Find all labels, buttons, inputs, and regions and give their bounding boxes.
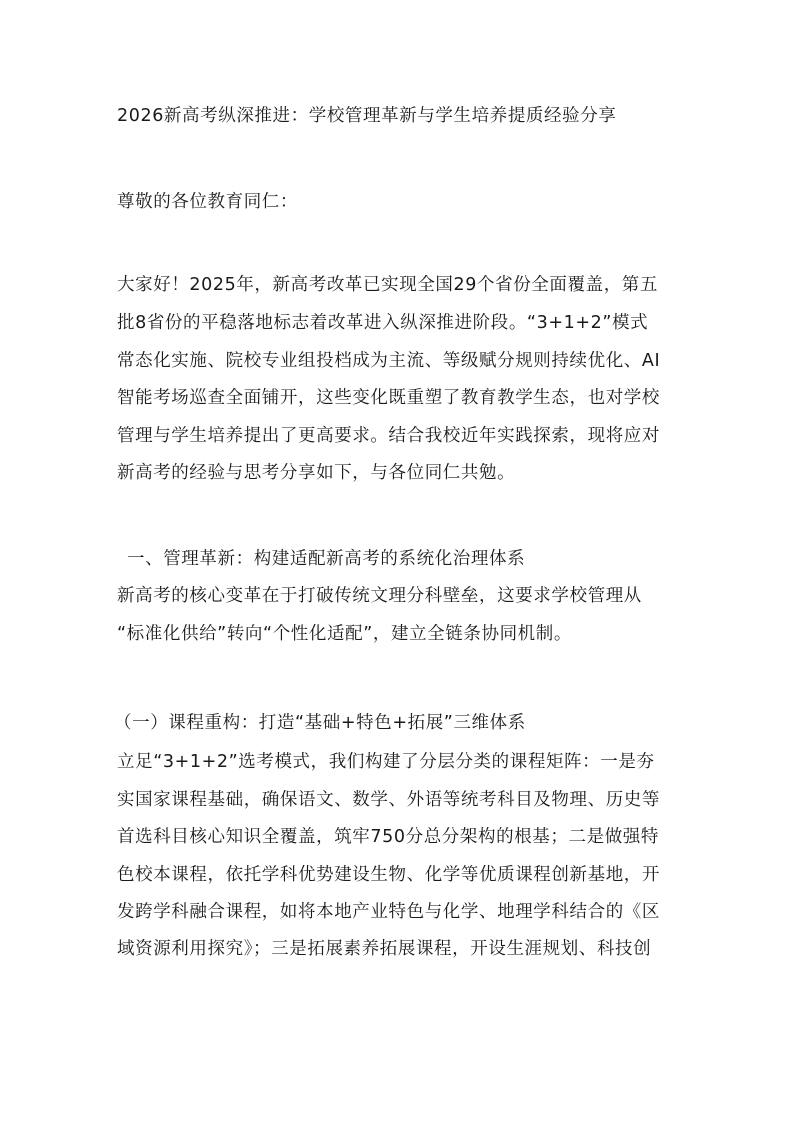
paragraph-line: 新高考的核心变革在于打破传统文理分科壁垒，这要求学校管理从 — [117, 586, 642, 606]
paragraph-line: 实国家课程基础，确保语文、数学、外语等统考科目及物理、历史等 — [117, 790, 660, 810]
paragraph-line: 域资源利用探究》；三是拓展素养拓展课程，开设生涯规划、科技创 — [117, 939, 652, 959]
document-title: 2026新高考纵深推进：学校管理革新与学生培养提质经验分享 — [117, 106, 617, 126]
paragraph-line: “标准化供给”转向“个性化适配”，建立全链条协同机制。 — [117, 624, 572, 644]
paragraph-line: 首选科目核心知识全覆盖，筑牢750分总分架构的根基；二是做强特 — [117, 827, 659, 847]
paragraph-line: 大家好！2025年，新高考改革已实现全国29个省份全面覆盖，第五 — [117, 275, 659, 295]
subsection-heading: （一）课程重构：打造“基础+特色+拓展”三维体系 — [114, 713, 526, 733]
paragraph-line: 管理与学生培养提出了更高要求。结合我校近年实践探索，现将应对 — [117, 426, 660, 446]
paragraph-line: 立足“3+1+2”选考模式，我们构建了分层分类的课程矩阵：一是夯 — [117, 752, 655, 772]
greeting: 尊敬的各位教育同仁： — [117, 192, 298, 212]
section-heading: 一、管理革新：构建适配新高考的系统化治理体系 — [127, 549, 526, 569]
paragraph-line: 智能考场巡查全面铺开，这些变化既重塑了教育教学生态，也对学校 — [117, 388, 660, 408]
paragraph-line: 批8省份的平稳落地标志着改革进入纵深推进阶段。“3+1+2”模式 — [117, 313, 649, 333]
paragraph-line: 色校本课程，依托学科优势建设生物、化学等优质课程创新基地，开 — [117, 865, 660, 885]
paragraph-line: 常态化实施、院校专业组投档成为主流、等级赋分规则持续优化、AI — [117, 351, 661, 371]
paragraph-line: 发跨学科融合课程，如将本地产业特色与化学、地理学科结合的《区 — [117, 902, 660, 922]
paragraph-line: 新高考的经验与思考分享如下，与各位同仁共勉。 — [117, 463, 516, 483]
